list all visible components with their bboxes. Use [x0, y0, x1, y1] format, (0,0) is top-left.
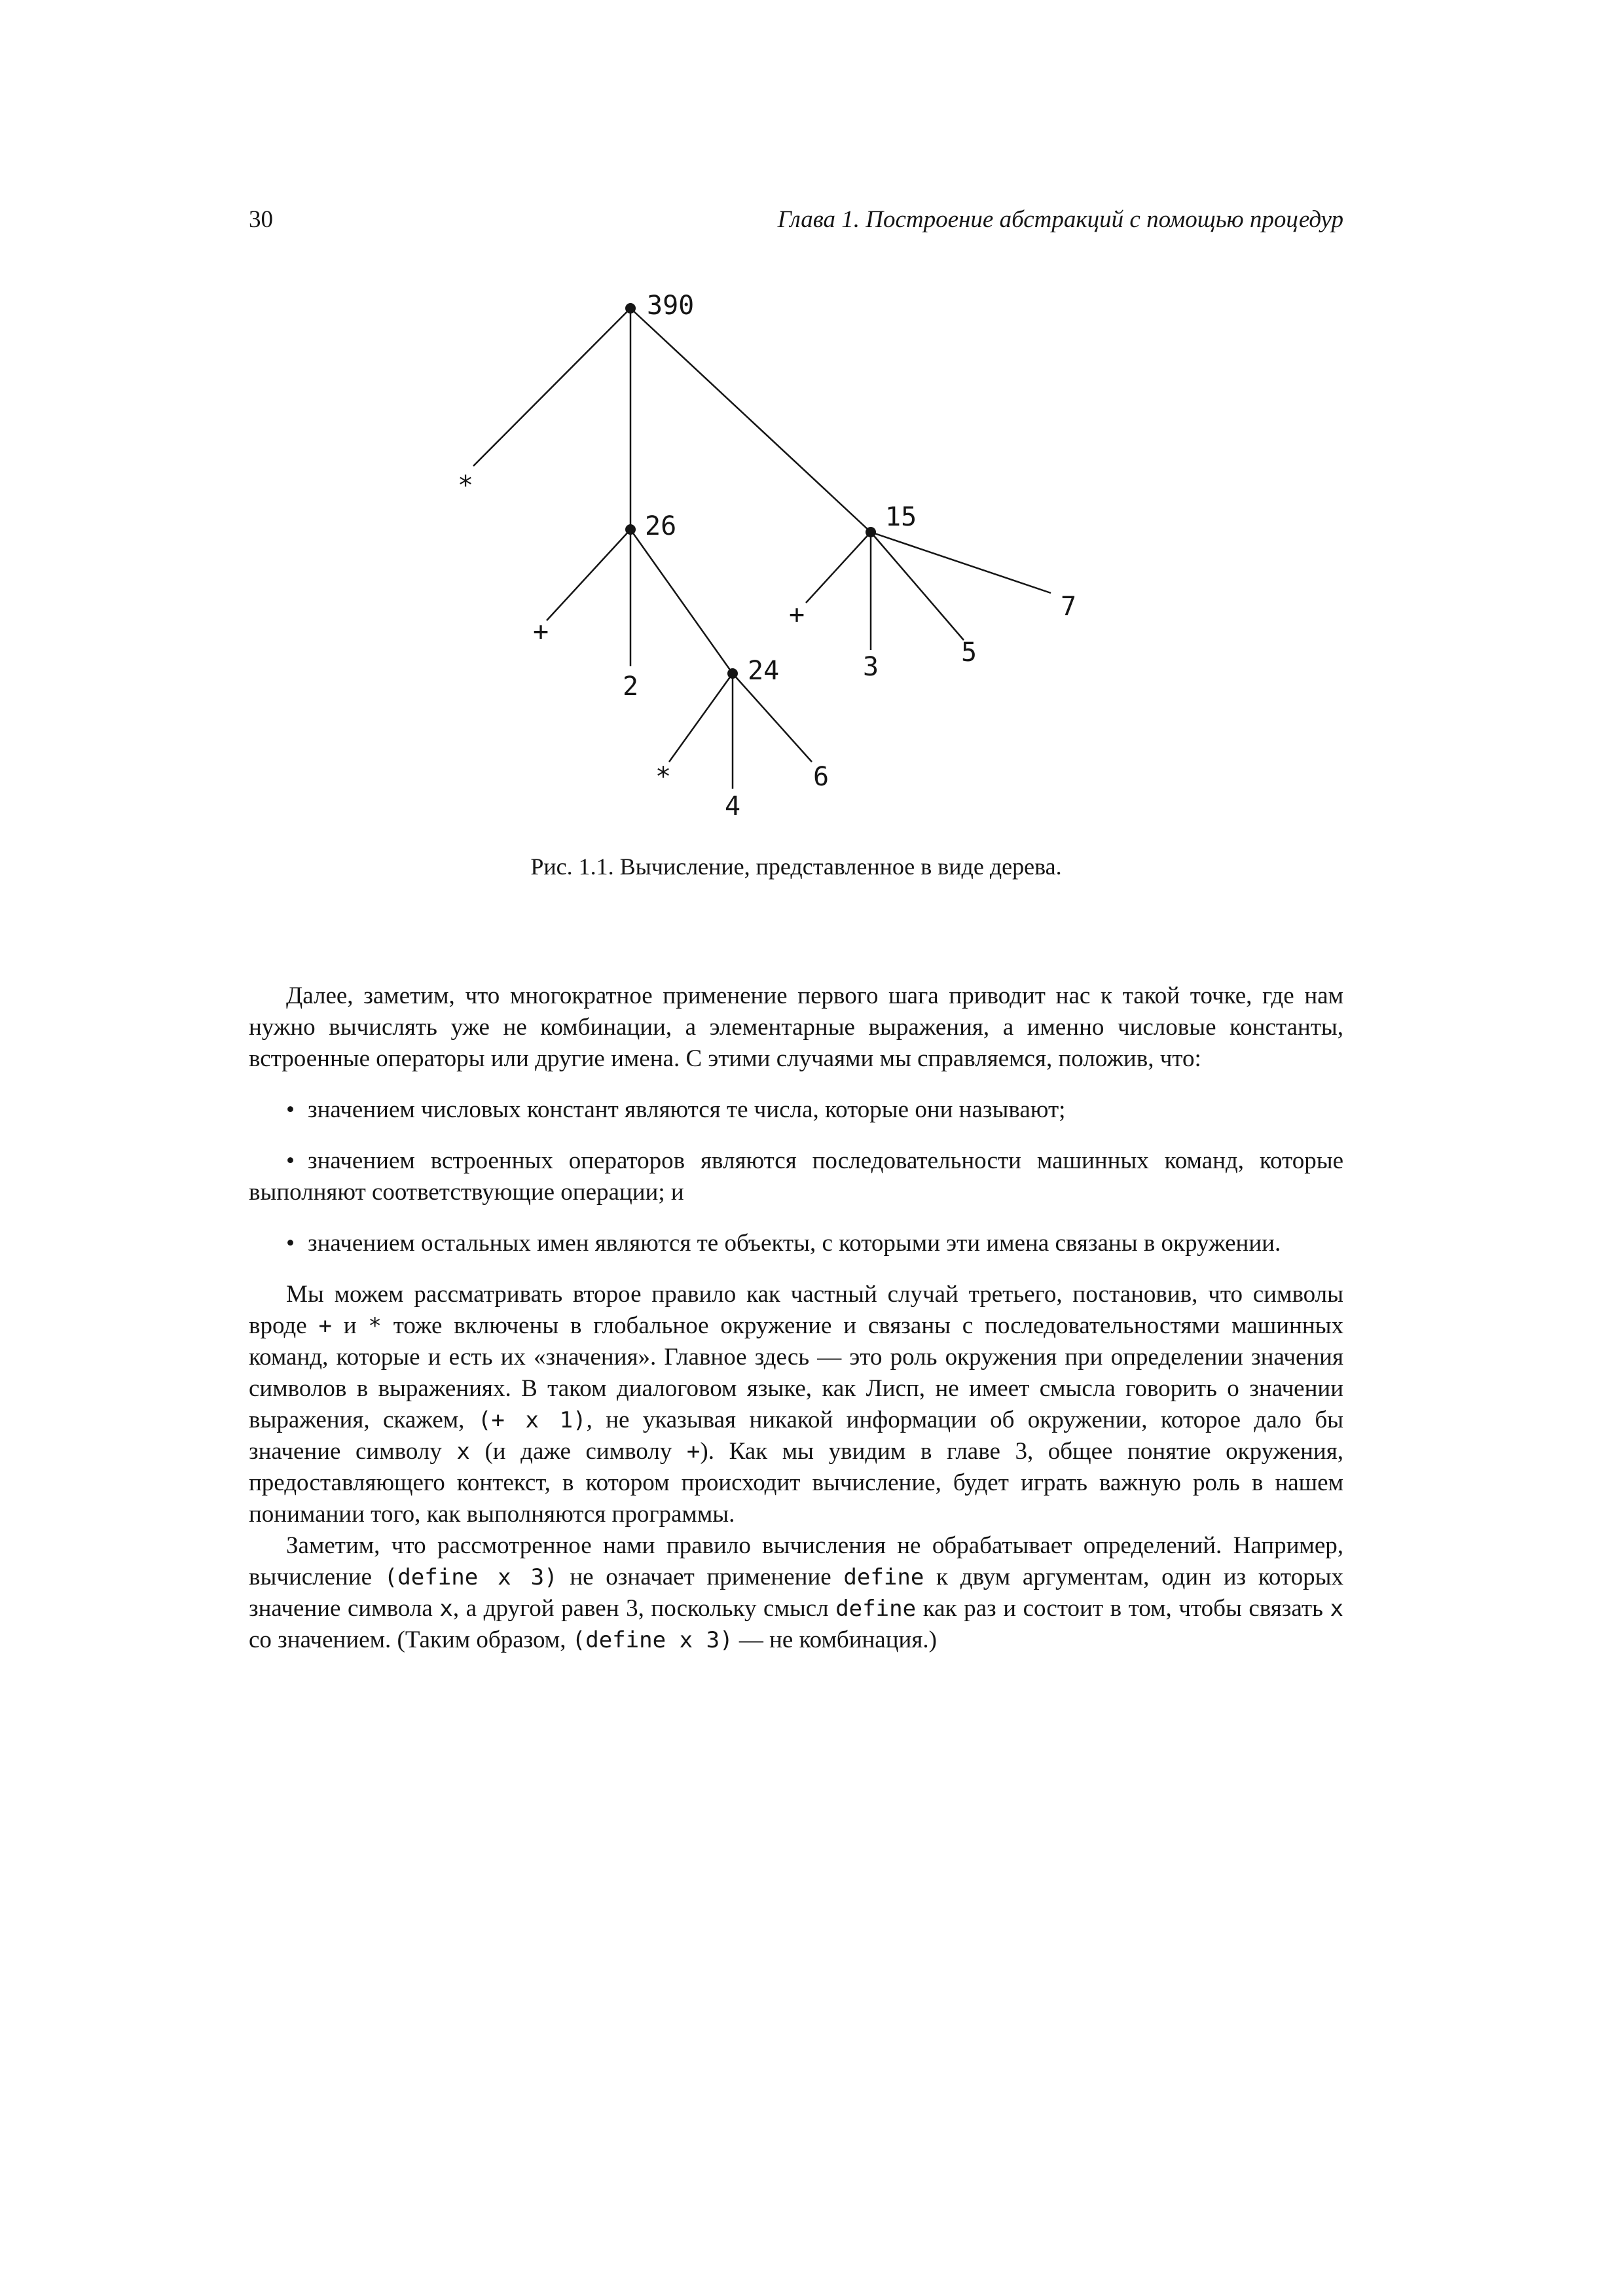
tree-edge — [473, 308, 630, 466]
tree-node-dot — [625, 303, 636, 314]
tree-label-plus-left: + — [532, 617, 549, 647]
paragraph-intro: Далее, заметим, что многократное применение первого шага приводит нас к такой точке, где нам нужно вычислять уже не комбинации, а элементарные выражения, а именно числовые константы, встроенные операторы или другие имена. С этими случаями мы справляемся, положив, что: — [249, 982, 1343, 1072]
tree-node-dots — [625, 303, 876, 679]
tree-label-4: 4 — [724, 791, 741, 821]
tree-edge — [733, 673, 812, 762]
tree-label-26: 26 — [645, 511, 677, 541]
tree-edge — [669, 673, 733, 762]
tree-edge — [806, 532, 871, 603]
tree-label-2: 2 — [622, 672, 639, 702]
tree-label-7: 7 — [1060, 592, 1077, 622]
figure-caption: Рис. 1.1. Вычисление, представленное в виде дерева. — [530, 853, 1062, 880]
tree-edge — [630, 308, 871, 532]
tree-edges — [473, 308, 1051, 789]
page-header — [249, 204, 1343, 236]
bullet-text: значением остальных имен являются те объекты, с которыми эти имена связаны в окружении. — [307, 1230, 1281, 1257]
figure-1-1 — [249, 268, 1343, 844]
bullet-item-2 — [249, 1145, 1343, 1208]
tree-label-5: 5 — [960, 637, 977, 668]
tree-node-dot — [866, 527, 876, 537]
tree-label-6: 6 — [812, 762, 830, 792]
chapter-title: Глава 1. Построение абстракций с помощью процедур — [777, 206, 1343, 233]
paragraph-environment: Мы можем рассматривать второе правило как частный случай третьего, постановив, что символы вроде + и * тоже включены в глобальное окружение и связаны с последовательностями машинных команд, которые и есть их «значения». Главное здесь — это роль окружения при определении значения символов в выражениях. В таком диалоговом языке, как Лисп, не имеет смысла говорить о значении выражения, скажем, (+ x 1), не указывая никакой информации об окружении, которое дало бы значение символу x (и даже символу +). Как мы увидим в главе 3, общее понятие окружения, предоставляющего контекст, в котором происходит вычисление, будет играть важную роль в нашем понимании того, как выполняются программы. — [249, 1281, 1344, 1528]
tree-node-dot — [727, 668, 738, 679]
bullet-marker: • — [286, 1230, 295, 1257]
paragraph-define: Заметим, что рассмотренное нами правило вычисления не обрабатывает определений. Например, вычисление (define x 3) не означает применение define к двум аргументам, один из которых значение символа x, а другой равен 3, поскольку смысл define как раз и состоит в том, чтобы связать x со значением. (Таким образом, (define x 3) — не комбинация.) — [249, 1532, 1343, 1653]
bullet-item-3 — [249, 1228, 1343, 1259]
tree-label-mul-inner: * — [655, 762, 672, 792]
tree-label-24: 24 — [748, 656, 780, 686]
bullet-marker: • — [286, 1147, 295, 1174]
bullet-item-1 — [249, 1094, 1343, 1126]
tree-label-390: 390 — [647, 291, 695, 321]
page-number: 30 — [249, 206, 273, 233]
tree-node-dot — [625, 524, 636, 535]
bullet-text: значением числовых констант являются те числа, которые они называют; — [307, 1096, 1066, 1123]
tree-label-mul-root: * — [457, 471, 474, 501]
tree-label-3: 3 — [862, 652, 879, 682]
page-content — [249, 204, 1343, 1656]
tree-label-plus-right: + — [788, 600, 805, 630]
tree-node-labels — [458, 291, 1076, 821]
tree-edge — [630, 529, 733, 673]
tree-edge — [547, 529, 630, 620]
evaluation-tree-diagram — [380, 268, 1231, 831]
tree-label-15: 15 — [885, 502, 917, 532]
bullet-text: значением встроенных операторов являются последовательности машинных команд, которые выполняют соответствующие операции; и — [249, 1147, 1343, 1206]
bullet-marker: • — [286, 1096, 295, 1123]
